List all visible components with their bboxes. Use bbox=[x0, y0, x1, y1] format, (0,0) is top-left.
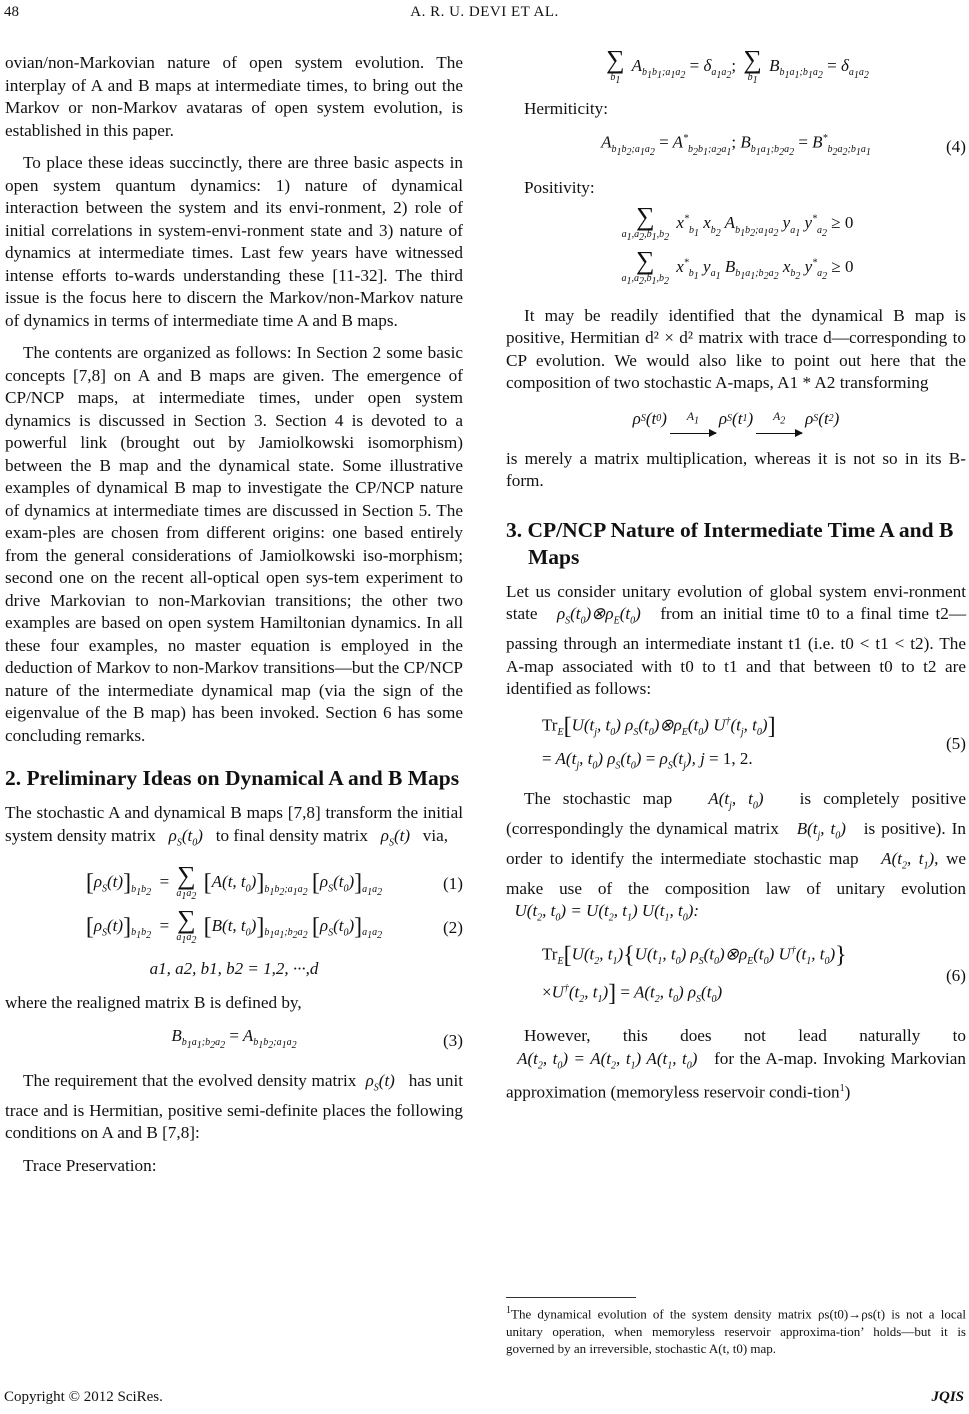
paragraph-intro-cont: ovian/non-Markovian nature of open system evolution. The interplay of A and B maps at intermediate times, to bring out the Markov or non-Markov avataras of open system evolution, is established in this paper. bbox=[5, 53, 463, 140]
paragraph-unitary bbox=[506, 581, 966, 701]
math-rho-s-t: $\rho_S(t)$ bbox=[372, 825, 419, 848]
math-a-tj-t0: $A(t_j$, $t_0$) bbox=[684, 789, 788, 812]
markovian-text-a: However, this does not lead naturally to bbox=[524, 1026, 966, 1046]
running-head bbox=[0, 4, 969, 26]
stochastic-text-d: , we make use of the composition law of unitary evolution bbox=[506, 848, 967, 898]
markovian-text-c: ) bbox=[844, 1082, 851, 1102]
paragraph-aspects: To place these ideas succinctly, there are three basic aspects in open system quantum dynamics: 1) nature of dynamical interaction between the system and its envi-ronment, 2) role of initial correlations in system-envi-ronment state and 3) nature of dynamics at intermediate times. Last few years have witnessed intense efforts to-wards understanding these [11-32]. The third issue is the focus here to discern the Markov/non-Markov nature of dynamics in terms of intermediate time A and B maps. bbox=[5, 153, 463, 330]
markovian-text-b: for the A-map. Invoking Markovian approximation (memoryless reservoir condi-tion bbox=[506, 1048, 966, 1102]
copyright: Copyright © 2012 SciRes. bbox=[4, 1389, 163, 1405]
trace-equation: ∑ $b_1$ $A_{b_1b_1;a_1a_2} = \delta_{a_1a_2}$; ∑ $b_1$ $B_{b_1a_1;b_1a_2} = \delta_{a_1a_2}$ bbox=[606, 45, 869, 86]
footnote-marker: 1 bbox=[839, 1082, 845, 1094]
paragraph-matrix-mult: is merely a matrix multiplication, whereas it is not so in its B-form. bbox=[506, 448, 966, 491]
right-column bbox=[506, 45, 967, 1114]
equation-6: $Tr_E[U(t_2$, $t_1)\{U(t_1$, $t_0$) $\rho_S(t_0)\otimes\rho_E(t_0)$ $U^\dagger(t_1$, $t_0$)} $\times U^\dagger(t_2$, $t_1)] = A(t_2$, $t_0$) $\rho_S(t_0)$ (6) bbox=[542, 942, 966, 1007]
composition-chain: ρ S (t 0 ) $A_1$ ρ S (t 1 ) $A_2$ ρ S (t 2 ) bbox=[506, 405, 966, 434]
unitary-text-b: from an initial time t0 to a final time t2—passing through an intermediate instant t1 (i.e. t0 < t1 < t2). The A-map associated with t0 to t1 and that between t0 to t2 are identified as follows: bbox=[506, 604, 967, 699]
running-head-authors: A. R. U. DEVI ET AL. bbox=[410, 4, 559, 20]
paragraph-b-positive: It may be readily identified that the dynamical B map is positive, Hermitian d² × d² matrix with trace d—corresponding to CP evolution. We would also like to point out here that the composition of two stochastic A-maps, A1 * A2 transforming bbox=[506, 305, 966, 393]
journal-name: JQIS bbox=[931, 1389, 964, 1405]
paragraph-contents: The contents are organized as follows: In Section 2 some basic concepts [7,8] on A and B maps are given. The emergence of CP/NCP maps, at intermediate times, under open system dynamics is discussed in Section 3. Section 4 is devoted to a powerful link (brought out by Jamiolkowski isomorphism) between the B map and the dynamical state. Some illustrative examples of dynamical B map to investigate the CP/NCP nature of dynamics at intermediate times are discussed in Section 5. The exam-ples are chosen from different origins: one based entirely from the general considerations of Jamiolkowski iso-morphism; second one on the recent all-optical open sys-tem experiment to drive Markovian to non-Markovian transitions; the other two examples are based on open system Hamiltonian dynamics. In all these four examples, no master equation is employed in the deduction of Markov to non-Markov transitions—but the CP/NCP nature of the intermediate dynamical map (via the sign of the eigenvalue of the B map) has been invoked. Section 6 has some concluding remarks. bbox=[5, 343, 463, 745]
positivity-a-equation: ∑ $a_1,a_2,b_1,b_2$ $x^*_{b_1}$ $x_{b_2}$ $A_{b_1b_2;a_1a_2}$ $y_{a_1}$ $y^*_{a_2} \ge 0$ bbox=[621, 202, 854, 244]
paragraph-markovian bbox=[506, 1025, 966, 1104]
equation-2: $[\rho_S(t)]_{b_1b_2}$ = ∑ $a_1a_2$ [B(t, $t_0)]_{b_1a_1;b_2a_2}$ $[\rho_S(t_0)]_{a_1a_2}$ (2) bbox=[85, 905, 463, 947]
math-rho-s-t0: $\rho_S(t_0)$ bbox=[160, 825, 212, 848]
math-rho-s-t-2: $\rho_S(t)$ bbox=[361, 1070, 405, 1094]
left-column bbox=[5, 52, 463, 1183]
footnote-text: The dynamical evolution of the system density matrix ρs(t0)→ρs(t) is not a local unitary operation, when memoryless reservoir approxima-tion’ holds—but it is governed by an irreversible, stochastic A(t, t0) map. bbox=[506, 1306, 966, 1357]
equation-4-number: (4) bbox=[945, 136, 966, 156]
index-range bbox=[5, 958, 463, 981]
stochastic-text-a: The stochastic map bbox=[524, 789, 673, 809]
positivity-b-equation: ∑ $a_1,a_2,b_1,b_2$ $x^*_{b_1}$ $y_{a_1}$ $B_{b_1a_1;b_2a_2}$ $x_{b_2}$ $y^*_{a_2} \ge 0$ bbox=[621, 246, 854, 288]
maps-intro-text-a: The stochastic A and dynamical B maps [7,8] transform the initial system density matrix bbox=[5, 803, 463, 845]
math-composition-a: $A(t_2$, $t_0) = A(t_2$, $t_1$) $A(t_1$, $t_0$) bbox=[506, 1048, 709, 1072]
equation-5-number: (5) bbox=[945, 734, 966, 754]
math-b-tj-t0: $B(t_j$, $t_0$) bbox=[784, 819, 858, 842]
paragraph-stochastic-map bbox=[506, 788, 966, 930]
math-global-state: $\rho_S(t_0)\otimes\rho_E(t_0)$ bbox=[544, 604, 654, 627]
unitary-text-a: Let us consider unitary evolution of global system envi-ronment state bbox=[506, 581, 966, 624]
paragraph-realigned: where the realigned matrix B is defined by, bbox=[5, 993, 302, 1013]
positivity-label: Positivity: bbox=[524, 177, 595, 197]
equation-5: $Tr_E[U(t_j$, $t_0$) $\rho_S(t_0)\otimes\rho_E(t_0)$ $U^\dagger(t_j$, $t_0$)] = $A(t_j$, $t_0$) $\rho_S(t_0) = \rho_S(t_j)$, j = 1, 2. (5) bbox=[542, 713, 966, 772]
arrow-a1: $A_1$ bbox=[670, 405, 716, 434]
maps-intro-text-b: to final density matrix bbox=[215, 825, 368, 845]
requirement-text-a: The requirement that the evolved density matrix bbox=[23, 1070, 357, 1090]
equation-6-number: (6) bbox=[945, 965, 966, 985]
stochastic-text-c: is positive). In order to identify the intermediate stochastic map bbox=[506, 819, 966, 868]
math-unitary-composition: $U(t_2$, $t_0) = U(t_2$, $t_1$) $U(t_1$, $t_0$): bbox=[506, 901, 700, 924]
page-number: 48 bbox=[4, 4, 19, 20]
requirement-text-b: has unit trace and is Hermitian, positive semi-definite places the following conditions on A and B [7,8]: bbox=[5, 1070, 464, 1143]
equation-1: $[\rho_S(t)]_{b_1b_2}$ = ∑ $a_1a_2$ [A(t, $t_0)]_{b_1b_2;a_1a_2}$ $[\rho_S(t_0)]_{a_1a_2}$ (1) bbox=[85, 861, 463, 903]
equation-3: $B_{b_1a_1;b_2a_2} = A_{b_1b_2;a_1a_2}$ (3) bbox=[171, 1025, 463, 1052]
equation-1-number: (1) bbox=[442, 874, 463, 894]
equation-2-number: (2) bbox=[442, 917, 463, 937]
arrow-a2: $A_2$ bbox=[756, 405, 802, 434]
trace-preservation-label: Trace Preservation: bbox=[23, 1155, 157, 1175]
paragraph-requirement bbox=[5, 1070, 463, 1145]
section-3-title: 3. CP/NCP Nature of Intermediate Time A and B Maps bbox=[506, 517, 954, 569]
equation-3-number: (3) bbox=[442, 1031, 463, 1051]
equation-4: $A_{b_1b_2;a_1a_2} = A^*_{b_2b_1;a_2a_1}$; $B_{b_1a_1;b_2a_2} = B^*_{b_2a_2;b_1a_1}$ (4) bbox=[601, 132, 966, 159]
footnote-number: 1 bbox=[506, 1305, 511, 1316]
section-2-title: 2. Preliminary Ideas on Dynamical A and B Maps bbox=[5, 766, 460, 790]
maps-intro-text-c: via, bbox=[422, 825, 449, 845]
footnote-rule bbox=[506, 1297, 636, 1298]
hermiticity-label: Hermiticity: bbox=[524, 98, 609, 118]
footnote bbox=[506, 1302, 966, 1358]
stochastic-text-b: is completely positive (correspondingly the dynamical matrix bbox=[506, 789, 966, 839]
index-range-text: a1, a2, b1, b2 = 1,2, ···,d bbox=[149, 958, 319, 978]
paragraph-maps-intro bbox=[5, 802, 463, 854]
math-a-t2-t1: $A(t_2$, $t_1$) bbox=[866, 848, 935, 872]
